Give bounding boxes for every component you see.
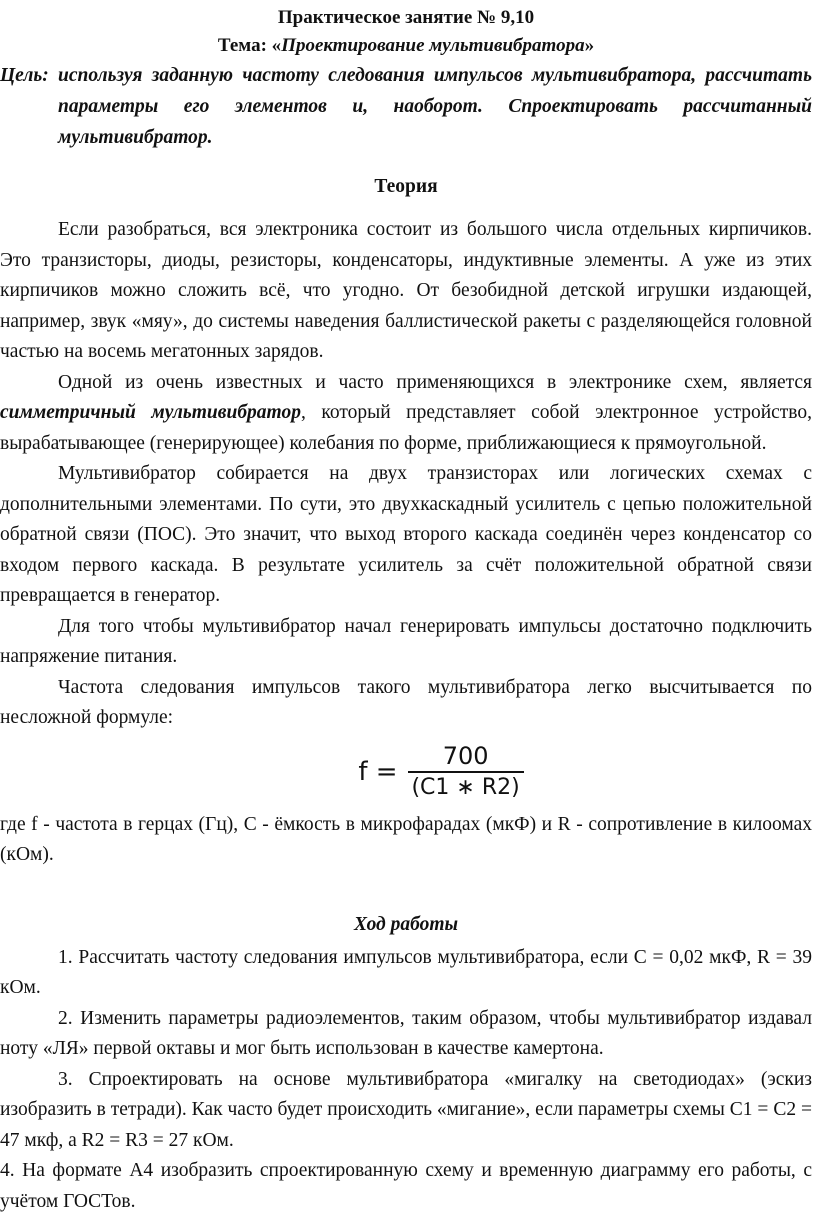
formula-fraction xyxy=(408,741,524,803)
spacer xyxy=(0,871,812,911)
theory-paragraph-5: Частота следования импульсов такого мультивибратора легко высчитывается по несложной формуле: xyxy=(0,676,812,728)
work-step-3: 3. Спроектировать на основе мультивибратора «мигалку на светодиодах» (эскиз изобразить в тетради). Как часто будет происходить «мигание», если параметры схемы С1 = С2 = 47 мкф, а R2 = R3 = 27 кОм. xyxy=(0,1068,812,1151)
theory-heading: Теория xyxy=(374,176,438,197)
formula-explanation: где f - частота в герцах (Гц), С - ёмкость в микрофарадах (мкФ) и R - сопротивление в килоомах (кОм). xyxy=(0,813,812,865)
topic-name: Проектирование мультивибратора xyxy=(281,35,585,56)
paragraph-2-end: , который представляет собой электронное устройство, вырабатывающее (генерирующее) колебания по форме, приближающиеся к прямоугольной. xyxy=(0,402,813,454)
emphasized-term: симметричный мультивибратор xyxy=(0,402,301,423)
work-heading: Ход работы xyxy=(353,913,459,935)
formula-numerator: 700 xyxy=(442,741,489,770)
work-step-2: 2. Изменить параметры радиоэлементов, таким образом, чтобы мультивибратор издавал ноту «ЛЯ» первой октавы и мог быть использован в качестве камертона. xyxy=(0,1007,812,1059)
formula-lhs: f = xyxy=(358,756,398,787)
topic-suffix: » xyxy=(584,35,595,56)
theory-paragraph-4: Для того чтобы мультивибратор начал генерировать импульсы достаточно подключить напряжение питания. xyxy=(0,615,812,667)
topic-prefix: Тема: « xyxy=(217,35,282,56)
document-title: Практическое занятие № 9,10 xyxy=(277,7,535,28)
goal-paragraph: Цель: используя заданную частоту следования импульсов мультивибратора, рассчитать параметры его элементов и, наоборот. Спроектировать рассчитанный мультивибратор. xyxy=(0,65,812,148)
theory-paragraph-1: Если разобраться, вся электроника состоит из большого числа отдельных кирпичиков. Это транзисторы, диоды, резисторы, конденсаторы, индуктивные элементы. А уже из этих кирпичиков можно сложить всё, что угодно. От безобидной детской игрушки издающей, например, звук «мяу», до системы наведения баллистической ракеты с разделяющейся головной частью на восемь мегатонных зарядов. xyxy=(0,219,812,362)
work-step-1: 1. Рассчитать частоту следования импульсов мультивибратора, если С = 0,02 мкФ, R = 39 кОм. xyxy=(0,946,812,998)
document-topic xyxy=(0,32,812,60)
frequency-formula xyxy=(0,734,812,810)
theory-paragraph-2 xyxy=(0,368,812,460)
paragraph-2-start: Одной из очень известных и часто применяющихся в электронике схем, является xyxy=(58,371,812,393)
theory-paragraph-3: Мультивибратор собирается на двух транзисторах или логических схемах с дополнительными элементами. По сути, это двухкаскадный усилитель с цепью положительной обратной связи (ПОС). Это значит, что выход второго каскада соединён через конденсатор со входом первого каскада. В результате усилитель за счёт положительной обратной связи превращается в генератор. xyxy=(0,463,812,606)
formula-denominator: (C1 ∗ R2) xyxy=(411,774,520,800)
work-step-4: 4. На формате А4 изобразить спроектированную схему и временную диаграмму его работы, с учётом ГОСТов. xyxy=(0,1160,812,1212)
